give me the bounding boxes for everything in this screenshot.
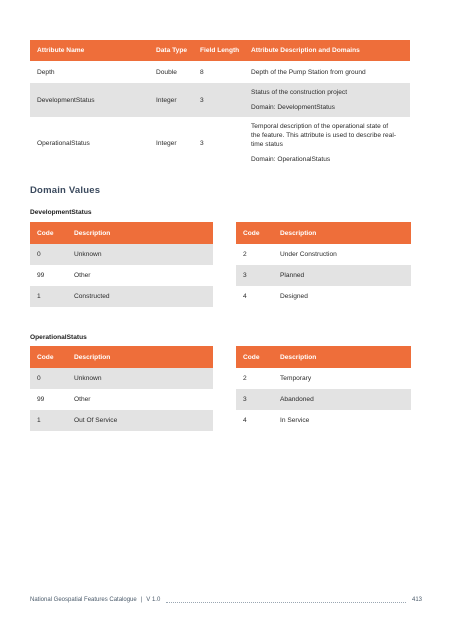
footer-dotted-leader	[166, 598, 406, 603]
operational-status-title: OperationalStatus	[30, 334, 87, 341]
description-line: time status	[251, 141, 283, 148]
footer-catalogue-name: National Geospatial Features Catalogue	[30, 597, 137, 603]
table-row	[30, 286, 213, 307]
domain-table-header	[236, 346, 411, 368]
header-code: Code	[236, 222, 273, 244]
table-row	[30, 265, 213, 286]
domain-code: 99	[37, 396, 45, 403]
table-row	[236, 410, 411, 431]
header-attribute-name: Attribute Name	[30, 40, 149, 61]
operational-status-table-left	[30, 346, 213, 431]
table-row	[30, 389, 213, 410]
domain-description: Unknown	[67, 368, 213, 389]
description-line: Temporal description of the operational state of	[251, 123, 389, 130]
table-row	[30, 244, 213, 265]
header-code: Code	[30, 346, 67, 368]
table-row	[236, 389, 411, 410]
description-domain: Domain: DevelopmentStatus	[251, 104, 335, 111]
domain-description: Planned	[273, 265, 411, 286]
description-line: the feature. This attribute is used to describe real-	[251, 132, 397, 139]
domain-description: Abandoned	[273, 389, 411, 410]
attribute-type: Integer	[149, 83, 193, 117]
development-status-table-left	[30, 222, 213, 307]
attribute-name: Depth	[37, 68, 55, 76]
attribute-table-header	[30, 40, 410, 61]
domain-code: 4	[243, 417, 247, 424]
domain-table-header	[30, 222, 213, 244]
attribute-description	[244, 61, 410, 83]
domain-description: In Service	[280, 417, 310, 424]
header-description: Description	[67, 222, 213, 244]
attribute-description	[244, 83, 410, 117]
header-description: Description	[67, 346, 213, 368]
domain-description: Other	[74, 396, 91, 403]
attribute-table	[30, 40, 410, 169]
domain-description: Designed	[280, 293, 308, 300]
domain-code: 0	[30, 368, 67, 389]
description-domain: Domain: OperationalStatus	[251, 156, 331, 163]
table-row	[236, 244, 411, 265]
domain-table-header	[236, 222, 411, 244]
domain-description: Other	[74, 272, 91, 279]
attribute-length: 3	[193, 83, 244, 117]
description-line: Status of the construction project	[251, 89, 348, 96]
header-code: Code	[236, 346, 273, 368]
domain-description: Out Of Service	[67, 410, 213, 431]
page-footer	[30, 597, 422, 603]
domain-code: 3	[236, 265, 273, 286]
footer-version: V 1.0	[146, 597, 161, 603]
domain-description: Constructed	[67, 286, 213, 307]
header-data-type: Data Type	[149, 40, 193, 61]
description-line: Depth of the Pump Station from ground	[251, 68, 366, 76]
domain-description: Temporary	[280, 375, 312, 382]
development-status-table-right	[236, 222, 411, 307]
attribute-name: OperationalStatus	[37, 139, 90, 147]
domain-code: 0	[30, 244, 67, 265]
table-row	[30, 410, 213, 431]
footer-separator: |	[140, 597, 143, 603]
development-status-title: DevelopmentStatus	[30, 209, 92, 216]
table-row	[236, 368, 411, 389]
header-attribute-description: Attribute Description and Domains	[244, 40, 410, 61]
domain-code: 2	[243, 375, 247, 382]
header-code: Code	[30, 222, 67, 244]
domain-description: Under Construction	[280, 251, 337, 258]
domain-code: 1	[30, 286, 67, 307]
domain-code: 3	[236, 389, 273, 410]
operational-status-table-right	[236, 346, 411, 431]
domain-values-heading: Domain Values	[30, 185, 101, 196]
footer-page-number: 413	[411, 597, 422, 603]
attribute-type: Integer	[156, 139, 177, 147]
domain-description: Unknown	[67, 244, 213, 265]
table-row	[30, 83, 410, 117]
attribute-length: 3	[200, 139, 204, 147]
table-row	[236, 265, 411, 286]
domain-table-header	[30, 346, 213, 368]
domain-code: 1	[30, 410, 67, 431]
table-row	[30, 61, 410, 83]
table-row	[236, 286, 411, 307]
table-row	[30, 117, 410, 169]
header-description: Description	[273, 346, 411, 368]
domain-code: 99	[37, 272, 45, 279]
domain-code: 2	[243, 251, 247, 258]
attribute-name: DevelopmentStatus	[30, 83, 149, 117]
table-row	[30, 368, 213, 389]
attribute-type: Double	[156, 68, 177, 76]
domain-code: 4	[243, 293, 247, 300]
attribute-description	[244, 117, 410, 169]
header-field-length: Field Length	[193, 40, 244, 61]
header-description: Description	[273, 222, 411, 244]
attribute-length: 8	[200, 68, 204, 76]
